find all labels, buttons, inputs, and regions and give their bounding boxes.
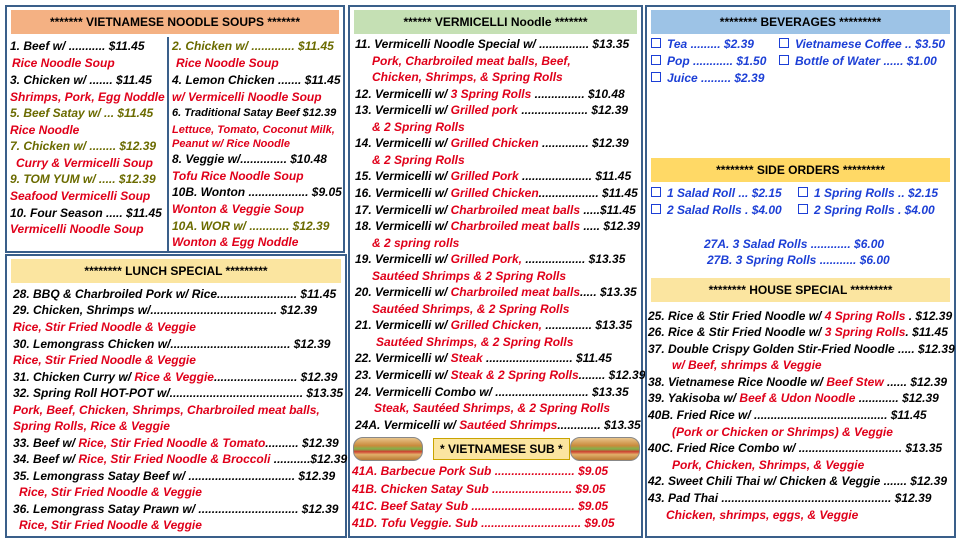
soup-4-line: 4. Lemon Chicken ....... $11.45 (172, 73, 341, 87)
beverages-header: ******** BEVERAGES ********* (651, 10, 950, 34)
lunch-29-line: 29. Chicken, Shrimps w/...................................... $12.39 (13, 303, 318, 317)
verm-18-line: 18. Vermicelli w/ Charbroiled meat balls ..... $12.39 (355, 219, 641, 233)
checkbox-icon (651, 38, 661, 48)
verm-22-line: 22. Vermicelli w/ Steak .......................... $11.45 (355, 351, 612, 365)
verm-14-line: 14. Vermicelli w/ Grilled Chicken .............. $12.39 (355, 136, 629, 150)
side-2-salad-rolls: 2 Salad Rolls . $4.00 (651, 202, 782, 218)
lunch-32-line: 32. Spring Roll HOT-POT w/........................................ $13.35 (13, 386, 344, 400)
soups-divider (167, 37, 169, 251)
verm-21-desc: Sautéed Shrimps, & 2 Spring Rolls (376, 335, 574, 349)
checkbox-icon (651, 187, 661, 197)
verm-13-line: 13. Vermicelli w/ Grilled pork .................... $12.39 (355, 103, 629, 117)
lunch-36-line: 36. Lemongrass Satay Prawn w/ .............................. $12.39 (13, 502, 339, 516)
sandwich-image-left (353, 437, 423, 461)
house-43-desc: Chicken, shrimps, eggs, & Veggie (666, 508, 859, 522)
soup-3-line: 3. Chicken w/ ....... $11.45 (10, 73, 152, 87)
sub-41b-line: 41B. Chicken Satay Sub ........................ $9.05 (352, 482, 606, 496)
verm-21-line: 21. Vermicelli w/ Grilled Chicken, .............. $13.35 (355, 318, 633, 332)
soup-1-desc: Rice Noodle Soup (12, 56, 115, 70)
verm-11-desc2: Chicken, Shrimps, & Spring Rolls (372, 70, 563, 84)
lunch-35-desc: Rice, Stir Fried Noodle & Veggie (19, 485, 202, 499)
checkbox-icon (798, 204, 808, 214)
house-40b-line: 40B. Fried Rice w/ ........................................ $11.45 (648, 408, 927, 422)
beverage-pop: Pop ............ $1.50 (651, 53, 766, 69)
checkbox-icon (779, 38, 789, 48)
soup-10-line: 10. Four Season ..... $11.45 (10, 206, 162, 220)
soup-2-desc: Rice Noodle Soup (176, 56, 279, 70)
beverage-juice: Juice ......... $2.39 (651, 70, 764, 86)
house-26-line: 26. Rice & Stir Fried Noodle w/ 3 Spring Rolls. $11.45 (648, 325, 948, 339)
sandwich-image-right (570, 437, 640, 461)
lunch-36-desc: Rice, Stir Fried Noodle & Veggie (19, 518, 202, 532)
lunch-30-line: 30. Lemongrass Chicken w/.................................... $12.39 (13, 337, 331, 351)
checkbox-icon (798, 187, 808, 197)
soup-8-line: 8. Veggie w/.............. $10.48 (172, 152, 327, 166)
house-43-line: 43. Pad Thai ................................................... $12.39 (648, 491, 932, 505)
lunch-32-desc2: Spring Rolls, Rice & Veggie (13, 419, 170, 433)
side-2-spring-rolls: 2 Spring Rolls . $4.00 (798, 202, 935, 218)
sub-41c-line: 41C. Beef Satay Sub ............................... $9.05 (352, 499, 609, 513)
soup-4-desc: w/ Vermicelli Noodle Soup (172, 90, 322, 104)
soup-5-line: 5. Beef Satay w/ ... $11.45 (10, 106, 154, 120)
side-27b: 27B. 3 Spring Rolls ........... $6.00 (707, 253, 890, 267)
soup-1-line: 1. Beef w/ ........... $11.45 (10, 39, 145, 53)
lunch-31-line: 31. Chicken Curry w/ Rice & Veggie......................... $12.39 (13, 370, 338, 384)
verm-24a-line: 24A. Vermicelli w/ Sautéed Shrimps............. $13.35 (355, 418, 641, 432)
verm-17-line: 17. Vermicelli w/ Charbroiled meat balls .....$11.45 (355, 203, 636, 217)
vermicelli-header: ****** VERMICELLI Noodle ******* (354, 10, 637, 34)
house-40c-desc: Pork, Chicken, Shrimps, & Veggie (672, 458, 865, 472)
soup-7-line: 7. Chicken w/ ........ $12.39 (10, 139, 157, 153)
house-40b-desc: (Pork or Chicken or Shrimps) & Veggie (672, 425, 893, 439)
lunch-special-header: ******** LUNCH SPECIAL ********* (11, 259, 341, 283)
verm-20-desc: Sautéed Shrimps, & 2 Spring Rolls (372, 302, 570, 316)
lunch-30-desc: Rice, Stir Fried Noodle & Veggie (13, 353, 196, 367)
house-39-line: 39. Yakisoba w/ Beef & Udon Noodle ............ $12.39 (648, 391, 939, 405)
lunch-32-desc: Pork, Beef, Chicken, Shrimps, Charbroiled meat balls, (13, 403, 320, 417)
checkbox-icon (651, 55, 661, 65)
house-37-line: 37. Double Crispy Golden Stir-Fried Noodle ..... $12.39 (648, 342, 955, 356)
checkbox-icon (779, 55, 789, 65)
verm-16-line: 16. Vermicelli w/ Grilled Chicken.................. $11.45 (355, 186, 638, 200)
house-38-line: 38. Vietnamese Rice Noodle w/ Beef Stew ...... $12.39 (648, 375, 948, 389)
verm-19-desc: Sautéed Shrimps & 2 Spring Rolls (372, 269, 567, 283)
vietnamese-sub-header: * VIETNAMESE SUB * (433, 438, 570, 460)
house-special-header: ******** HOUSE SPECIAL ********* (651, 278, 950, 302)
house-37-desc: w/ Beef, shrimps & Veggie (672, 358, 822, 372)
soup-6-line: 6. Traditional Satay Beef $12.39 (172, 107, 337, 119)
side-orders-header: ******** SIDE ORDERS ********* (651, 158, 950, 182)
verm-24-desc: Steak, Sautéed Shrimps, & 2 Spring Rolls (374, 401, 611, 415)
side-1-salad-roll: 1 Salad Roll ... $2.15 (651, 185, 782, 201)
lunch-29-desc: Rice, Stir Fried Noodle & Veggie (13, 320, 196, 334)
soup-3-desc: Shrimps, Pork, Egg Noddle (10, 90, 165, 104)
soup-7-desc: Curry & Vermicelli Soup (16, 156, 153, 170)
house-40c-line: 40C. Fried Rice Combo w/ ............................... $13.35 (648, 441, 943, 455)
verm-15-line: 15. Vermicelli w/ Grilled Pork ..................... $11.45 (355, 169, 632, 183)
soup-9-desc: Seafood Vermicelli Soup (10, 189, 151, 203)
verm-20-line: 20. Vermicelli w/ Charbroiled meat balls..... $13.35 (355, 285, 637, 299)
verm-18-desc: & 2 spring rolls (372, 236, 460, 250)
verm-11-line: 11. Vermicelli Noodle Special w/ ............... $13.35 (355, 37, 630, 51)
soup-10-desc: Vermicelli Noodle Soup (10, 222, 144, 236)
soup-9-line: 9. TOM YUM w/ ..... $12.39 (10, 172, 156, 186)
verm-24-line: 24. Vermicelli Combo w/ ............................ $13.35 (355, 385, 629, 399)
soup-6-desc2: Peanut w/ Rice Noodle (172, 138, 290, 150)
soup-8-desc: Tofu Rice Noodle Soup (172, 169, 304, 183)
verm-23-line: 23. Vermicelli w/ Steak & 2 Spring Rolls........ $12.39 (355, 368, 646, 382)
soup-10b-desc: Wonton & Veggie Soup (172, 202, 304, 216)
soup-5-desc: Rice Noodle (10, 123, 80, 137)
side-1-spring-roll: 1 Spring Rolls .. $2.15 (798, 185, 938, 201)
sub-41a-line: 41A. Barbecue Pork Sub ........................ $9.05 (352, 464, 609, 478)
checkbox-icon (651, 72, 661, 82)
lunch-35-line: 35. Lemongrass Satay Beef w/ ................................ $12.39 (13, 469, 336, 483)
noodle-soups-header: ******* VIETNAMESE NOODLE SOUPS ******* (11, 10, 339, 34)
lunch-33-line: 33. Beef w/ Rice, Stir Fried Noodle & Tomato.......... $12.39 (13, 436, 339, 450)
beverage-coffee: Vietnamese Coffee .. $3.50 (779, 36, 945, 52)
house-25-line: 25. Rice & Stir Fried Noodle w/ 4 Spring Rolls . $12.39 (648, 309, 953, 323)
beverage-tea: Tea ......... $2.39 (651, 36, 754, 52)
checkbox-icon (651, 204, 661, 214)
soup-6-desc: Lettuce, Tomato, Coconut Milk, (172, 124, 335, 136)
soup-10a-line: 10A. WOR w/ ............ $12.39 (172, 219, 330, 233)
verm-13-desc: & 2 Spring Rolls (372, 120, 465, 134)
lunch-28-line: 28. BBQ & Charbroiled Pork w/ Rice........................ $11.45 (13, 287, 337, 301)
lunch-34-line: 34. Beef w/ Rice, Stir Fried Noodle & Broccoli ...........$12.39 (13, 452, 348, 466)
soup-2-line: 2. Chicken w/ ............. $11.45 (172, 39, 334, 53)
verm-14-desc: & 2 Spring Rolls (372, 153, 465, 167)
beverage-water: Bottle of Water ...... $1.00 (779, 53, 937, 69)
house-42-line: 42. Sweet Chili Thai w/ Chicken & Veggie ....... $12.39 (648, 474, 947, 488)
side-27a: 27A. 3 Salad Rolls ............ $6.00 (704, 237, 885, 251)
soup-10a-desc: Wonton & Egg Noddle (172, 235, 299, 249)
verm-11-desc: Pork, Charbroiled meat balls, Beef, (372, 54, 571, 68)
sub-41d-line: 41D. Tofu Veggie. Sub .............................. $9.05 (352, 516, 615, 530)
verm-19-line: 19. Vermicelli w/ Grilled Pork, .................. $13.35 (355, 252, 626, 266)
soup-10b-line: 10B. Wonton .................. $9.05 (172, 185, 342, 199)
verm-12-line: 12. Vermicelli w/ 3 Spring Rolls ............... $10.48 (355, 87, 625, 101)
